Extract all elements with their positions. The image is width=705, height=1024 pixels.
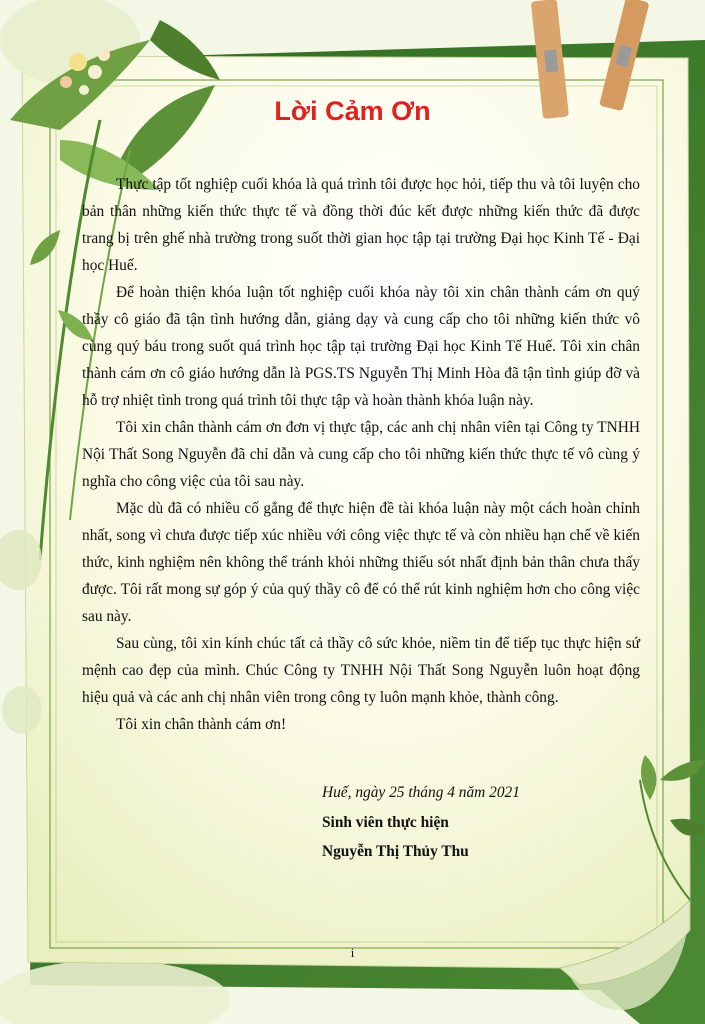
paragraph: Tôi xin chân thành cám ơn! <box>116 716 287 733</box>
paragraph: Để hoàn thiện khóa luận tốt nghiệp cuối khóa này tôi xin chân thành cám ơn quý thầy cô giáo đã tận tình hướng dẫn, giảng dạy và cung cấp cho tôi những kiến thức vô cùng quý báu trong suốt quá trình học tập tại trường Đại học Kinh Tế Huế. Tôi xin chân thành cám ơn cô giáo hướng dẫn là PGS.TS Nguyễn Thị Minh Hòa đã tận tình giúp đỡ và hỗ trợ nhiệt tình trong quá trình tôi thực tập và hoàn thành khóa luận này. <box>82 284 640 409</box>
page-number: i <box>350 945 355 960</box>
paragraph: Thực tập tốt nghiệp cuối khóa là quá trình tôi được học hỏi, tiếp thu và tôi luyện cho bản thân những kiến thức thực tế và đồng thời đúc kết được những kiến thức đã được trang bị trên ghế nhà trường trong suốt thời gian học tập tại trường Đại học Kinh Tế - Đại học Huế. <box>82 176 640 274</box>
paragraph: Sau cùng, tôi xin kính chúc tất cả thầy cô sức khỏe, niềm tin để tiếp tục thực hiện sứ mệnh cao đẹp của mình. Chúc Công ty TNHH Nội Thất Song Nguyễn luôn hoạt động hiệu quả và các anh chị nhân viên trong công ty luôn mạnh khỏe, thành công. <box>82 635 640 706</box>
signature-name: Nguyễn Thị Thủy Thu <box>322 843 469 860</box>
signature-block <box>322 778 520 866</box>
signature-role: Sinh viên thực hiện <box>322 814 449 831</box>
letter-body <box>82 171 640 738</box>
paragraph: Tôi xin chân thành cám ơn đơn vị thực tập, các anh chị nhân viên tại Công ty TNHH Nội Thất Song Nguyễn đã chỉ dẫn và cung cấp cho tôi những kiến thức thực tế vô cùng ý nghĩa cho công việc của tôi sau này. <box>82 419 640 490</box>
page-title: Lời Cảm Ơn <box>274 96 431 126</box>
paragraph: Mặc dù đã có nhiều cố gắng để thực hiện đề tài khóa luận này một cách hoàn chỉnh nhất, song vì chưa được tiếp xúc nhiều với công việc thực tế và còn nhiều hạn chế về kiến thức, kinh nghiệm nên không thể tránh khỏi những thiếu sót nhất định bản thân chưa thấy được. Tôi rất mong sự góp ý của quý thầy cô để có thể rút kinh nghiệm hơn cho công việc sau này. <box>82 500 640 625</box>
place-date: Huế, ngày 25 tháng 4 năm 2021 <box>322 784 520 801</box>
